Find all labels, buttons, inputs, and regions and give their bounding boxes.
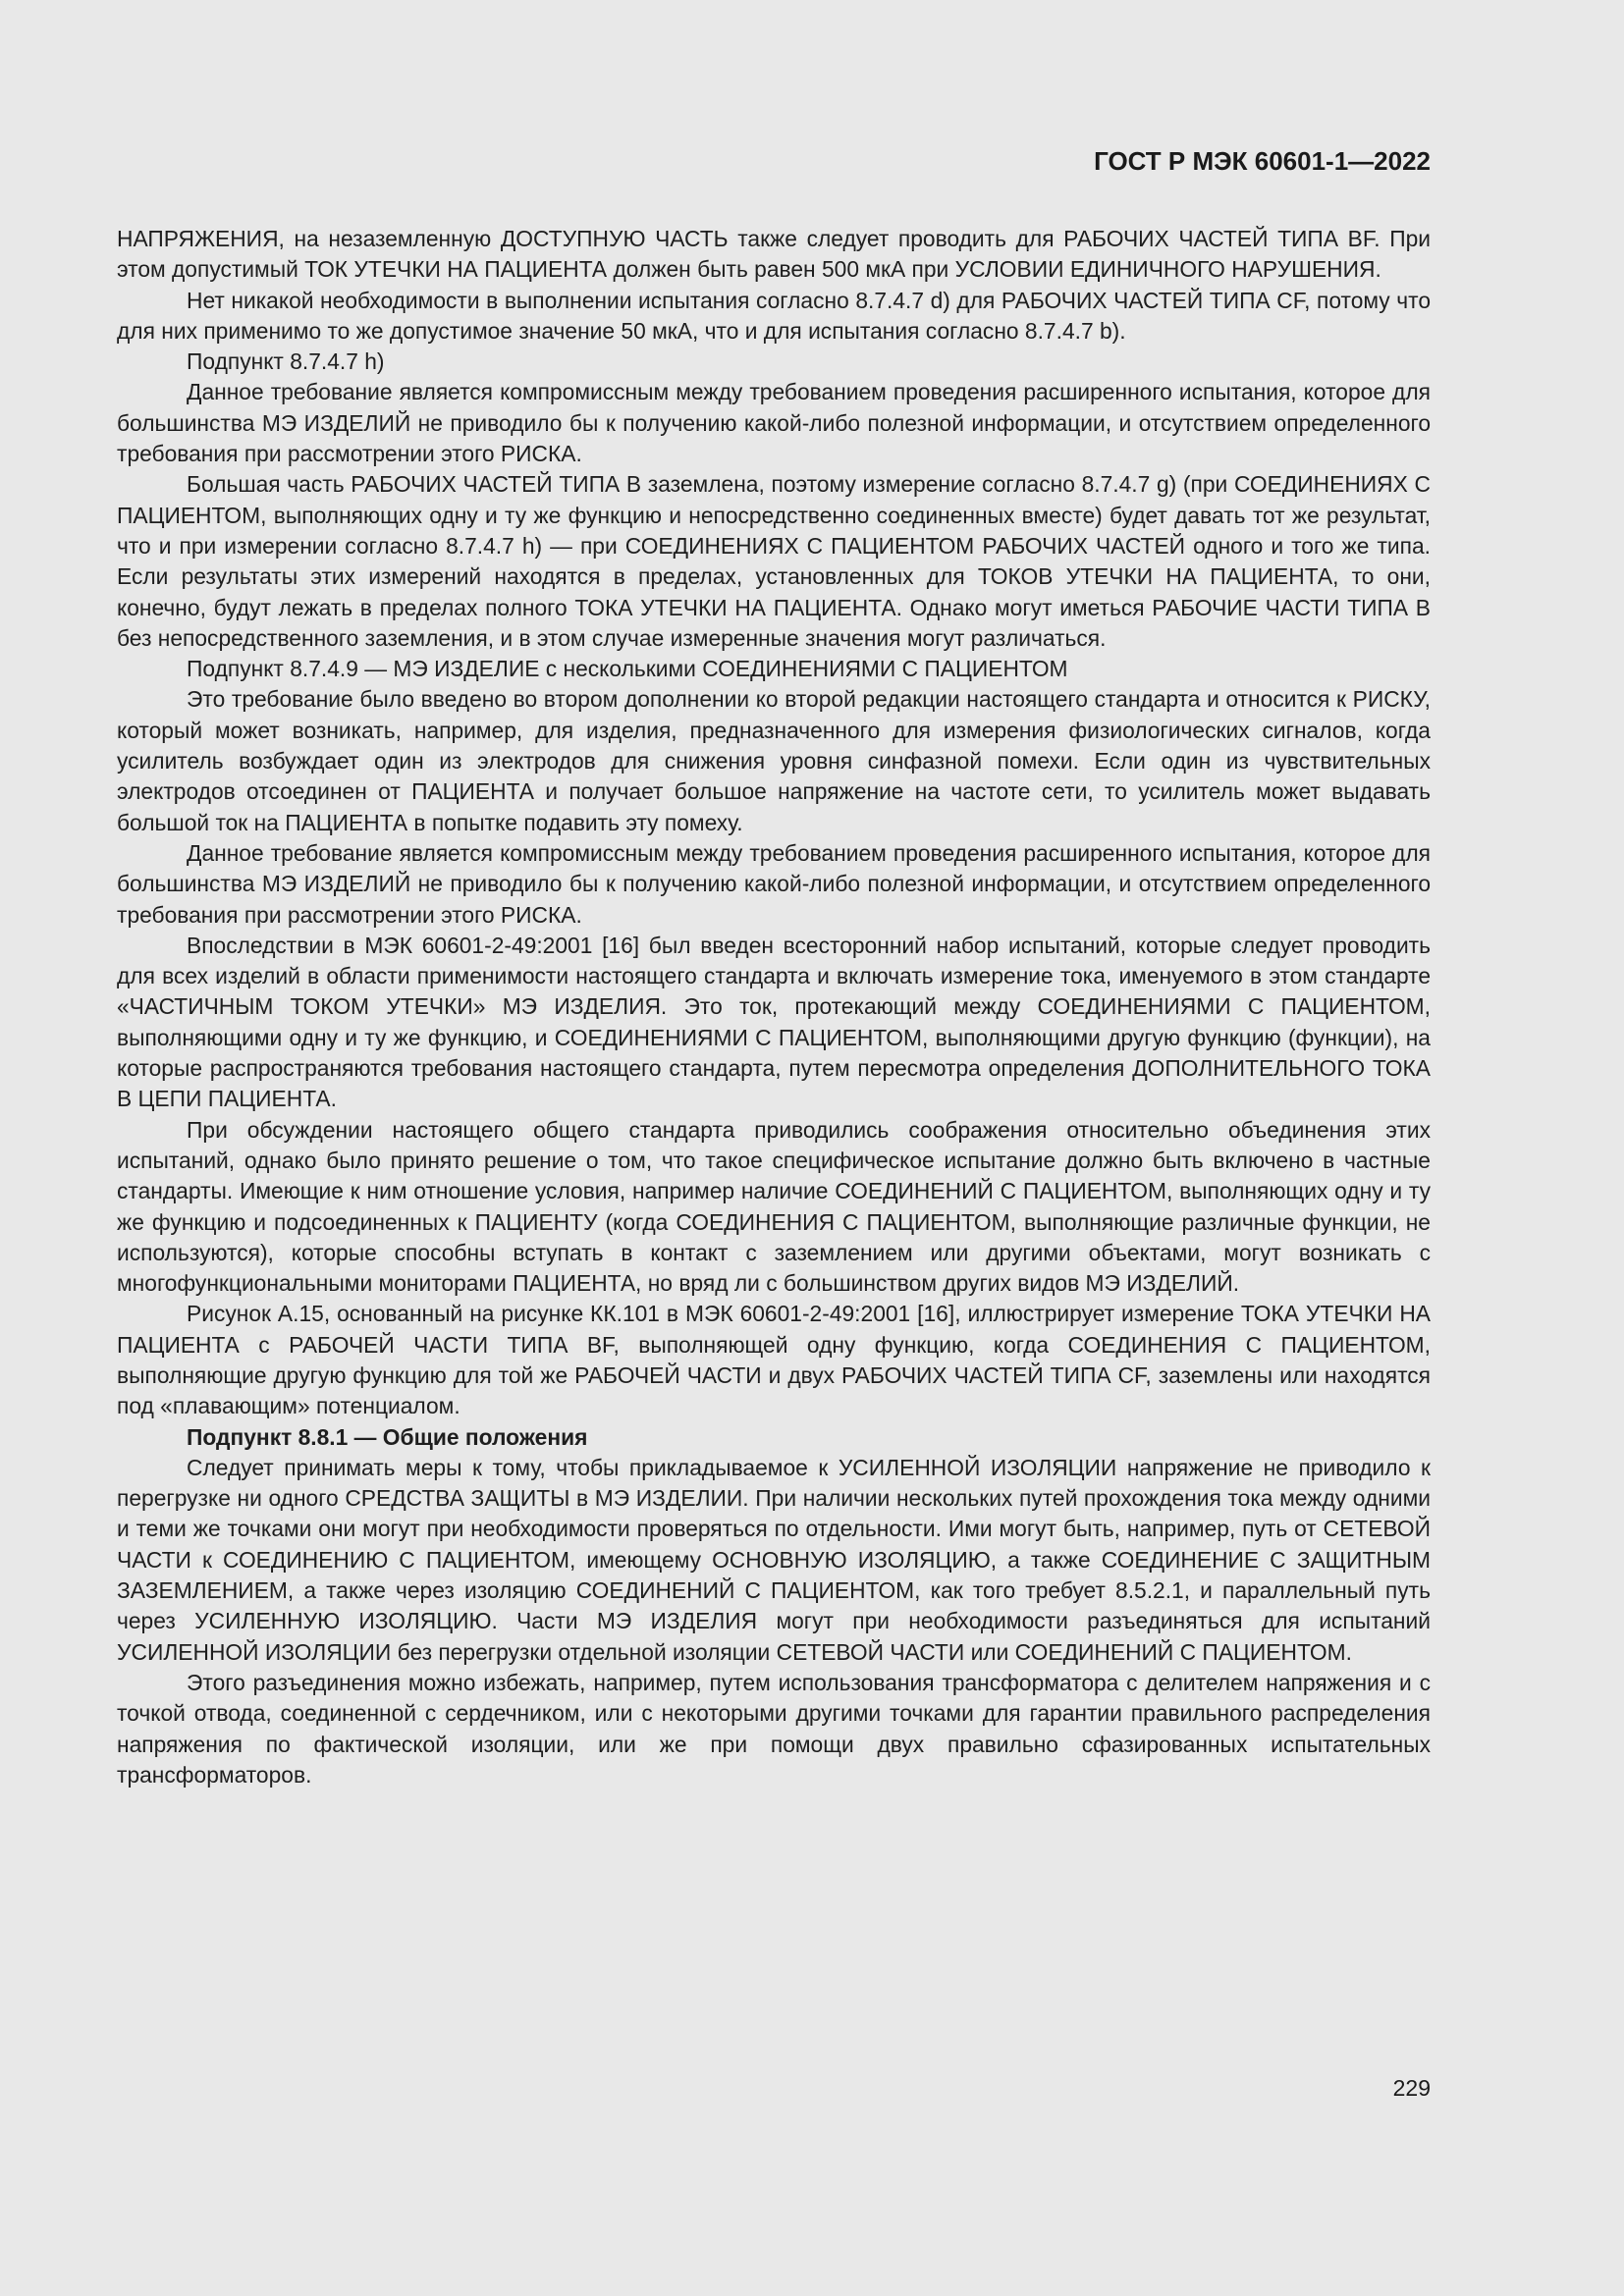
subclause-heading-bold: Подпункт 8.8.1 — Общие положения <box>187 1423 588 1450</box>
paragraph: Данное требование является компромиссным между требованием проведения расширенного испытания, которое для большинства МЭ ИЗДЕЛИЙ не приводило бы к получению какой-либо полезной информации, и отсутствием определенного требования при рассмотрении этого РИСКА. <box>117 379 1431 467</box>
subclause-heading: Подпункт 8.7.4.9 — МЭ ИЗДЕЛИЕ с несколькими СОЕДИНЕНИЯМИ С ПАЦИЕНТОМ <box>187 656 1068 682</box>
standard-header: ГОСТ Р МЭК 60601-1—2022 <box>1094 146 1431 176</box>
paragraph: Это требование было введено во втором дополнении ко второй редакции настоящего стандарта и относится к РИСКУ, который может возникать, например, для изделия, предназначенного для измерения физиологических сигналов, когда усилитель возбуждает один из электродов для снижения уровня синфазной помехи. Если один из чувствительных электродов отсоединен от ПАЦИЕНТА и получает большое напряжение на частоте сети, то усилитель может выдавать большой ток на ПАЦИЕНТА в попытке подавить эту помеху. <box>117 686 1431 835</box>
paragraph: Нет никакой необходимости в выполнении испытания согласно 8.7.4.7 d) для РАБОЧИХ ЧАСТЕЙ ТИПА CF, потому что для них применимо то же допустимое значение 50 мкА, что и для испытания согласно 8.7.4.7 b). <box>117 287 1431 344</box>
paragraph: При обсуждении настоящего общего стандарта приводились соображения относительно объединения этих испытаний, однако было принято решение о том, что такое специфическое испытание должно быть включено в частные стандарты. Имеющие к ним отношение условия, например наличие СОЕДИНЕНИЙ С ПАЦИЕНТОМ, выполняющих одну и ту же функцию и подсоединенных к ПАЦИЕНТУ (когда СОЕДИНЕНИЯ С ПАЦИЕНТОМ, выполняющие различные функции, не используются), которые способны вступать в контакт с заземлением или другими объектами, могут возникать с многофункциональными мониторами ПАЦИЕНТА, но вряд ли с большинством других видов МЭ ИЗДЕЛИЙ. <box>117 1116 1431 1297</box>
subclause-heading: Подпункт 8.7.4.7 h) <box>187 348 385 375</box>
document-body <box>117 224 1431 1790</box>
paragraph-continuation: НАПРЯЖЕНИЯ, на незаземленную ДОСТУПНУЮ ЧАСТЬ также следует проводить для РАБОЧИХ ЧАСТЕЙ ТИПА BF. При этом допустимый ТОК УТЕЧКИ НА ПАЦИЕНТА должен быть равен 500 мкА при УСЛОВИИ ЕДИНИЧНОГО НАРУШЕНИЯ. <box>117 226 1431 283</box>
paragraph: Данное требование является компромиссным между требованием проведения расширенного испытания, которое для большинства МЭ ИЗДЕЛИЙ не приводило бы к получению какой-либо полезной информации, и отсутствием определенного требования при рассмотрении этого РИСКА. <box>117 839 1431 928</box>
paragraph: Рисунок А.15, основанный на рисунке КК.101 в МЭК 60601-2-49:2001 [16], иллюстрирует измерение ТОКА УТЕЧКИ НА ПАЦИЕНТА с РАБОЧЕЙ ЧАСТИ ТИПА BF, выполняющей одну функцию, когда СОЕДИНЕНИЯ С ПАЦИЕНТОМ, выполняющие другую функцию для той же РАБОЧЕЙ ЧАСТИ и двух РАБОЧИХ ЧАСТЕЙ ТИПА CF, заземлены или находятся под «плавающим» потенциалом. <box>117 1301 1431 1419</box>
paragraph: Впоследствии в МЭК 60601-2-49:2001 [16] был введен всесторонний набор испытаний, которые следует проводить для всех изделий в области применимости настоящего стандарта и включать измерение тока, именуемого в этом стандарте «ЧАСТИЧНЫМ ТОКОМ УТЕЧКИ» МЭ ИЗДЕЛИЯ. Это ток, протекающий между СОЕДИНЕНИЯМИ С ПАЦИЕНТОМ, выполняющими одну и ту же функцию, и СОЕДИНЕНИЯМИ С ПАЦИЕНТОМ, выполняющими другую функцию (функции), на которые распространяются требования настоящего стандарта, путем пересмотра определения ДОПОЛНИТЕЛЬНОГО ТОКА В ЦЕПИ ПАЦИЕНТА. <box>117 932 1431 1112</box>
page-number: 229 <box>1392 2075 1431 2101</box>
paragraph: Большая часть РАБОЧИХ ЧАСТЕЙ ТИПА В заземлена, поэтому измерение согласно 8.7.4.7 g) (при СОЕДИНЕНИЯХ С ПАЦИЕНТОМ, выполняющих одну и ту же функцию и непосредственно соединенных вместе) будет давать тот же результат, что и при измерении согласно 8.7.4.7 h) — при СОЕДИНЕНИЯХ С ПАЦИЕНТОМ РАБОЧИХ ЧАСТЕЙ одного и того же типа. Если результаты этих измерений находятся в пределах, установленных для ТОКОВ УТЕЧКИ НА ПАЦИЕНТА, то они, конечно, будут лежать в пределах полного ТОКА УТЕЧКИ НА ПАЦИЕНТА. Однако могут иметься РАБОЧИЕ ЧАСТИ ТИПА В без непосредственного заземления, и в этом случае измеренные значения могут различаться. <box>117 471 1431 651</box>
paragraph: Следует принимать меры к тому, чтобы прикладываемое к УСИЛЕННОЙ ИЗОЛЯЦИИ напряжение не приводило к перегрузке ни одного СРЕДСТВА ЗАЩИТЫ в МЭ ИЗДЕЛИИ. При наличии нескольких путей прохождения тока между одними и теми же точками они могут при необходимости проверяться по отдельности. Ими могут быть, например, путь от СЕТЕВОЙ ЧАСТИ к СОЕДИНЕНИЮ С ПАЦИЕНТОМ, имеющему ОСНОВНУЮ ИЗОЛЯЦИЮ, а также СОЕДИНЕНИЕ С ЗАЩИТНЫМ ЗАЗЕМЛЕНИЕМ, а также через изоляцию СОЕДИНЕНИЙ С ПАЦИЕНТОМ, как того требует 8.5.2.1, и параллельный путь через УСИЛЕННУЮ ИЗОЛЯЦИЮ. Части МЭ ИЗДЕЛИЯ могут при необходимости разъединяться для испытаний УСИЛЕННОЙ ИЗОЛЯЦИИ без перегрузки отдельной изоляции СЕТЕВОЙ ЧАСТИ или СОЕДИНЕНИЙ С ПАЦИЕНТОМ. <box>117 1454 1431 1665</box>
paragraph: Этого разъединения можно избежать, например, путем использования трансформатора с делителем напряжения и с точкой отвода, соединенной с сердечником, или с некоторыми другими точками для гарантии правильного распределения напряжения по фактической изоляции, или же при помощи двух правильно сфазированных испытательных трансформаторов. <box>117 1669 1431 1788</box>
